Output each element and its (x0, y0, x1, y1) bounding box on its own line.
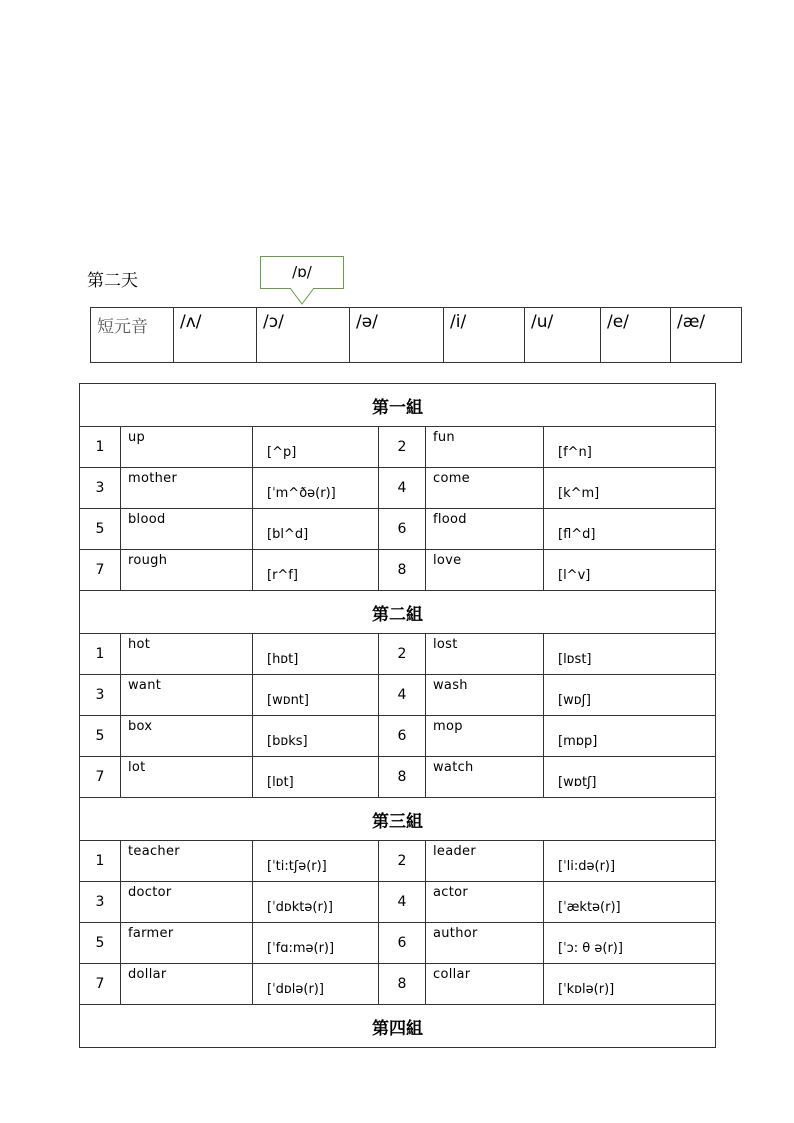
callout-arrow-icon (288, 288, 316, 306)
item-number: 3 (80, 468, 121, 509)
word-cell: lost (426, 634, 544, 675)
group-title: 第四組 (80, 1005, 716, 1048)
word-cell: blood (121, 509, 253, 550)
phonetic-cell: [ˈdᴅktə(r)] (253, 882, 379, 923)
item-number: 4 (379, 468, 426, 509)
word-cell: dollar (121, 964, 253, 1005)
group-header-row (80, 384, 716, 427)
item-number: 7 (80, 964, 121, 1005)
phonetic-cell: [k^m] (544, 468, 716, 509)
word-cell: want (121, 675, 253, 716)
phonetic-cell: [mɒp] (544, 716, 716, 757)
phonetic-cell: [lᴅt] (253, 757, 379, 798)
word-cell: rough (121, 550, 253, 591)
phonetic-cell: [r^f] (253, 550, 379, 591)
group-title: 第三組 (80, 798, 716, 841)
short-vowel-table (90, 307, 742, 363)
phonetic-cell: [lᴅst] (544, 634, 716, 675)
phonetic-cell: [bl^d] (253, 509, 379, 550)
vowel-cell: /u/ (525, 308, 601, 363)
phonetic-cell: [wᴅnt] (253, 675, 379, 716)
word-cell: doctor (121, 882, 253, 923)
item-number: 6 (379, 716, 426, 757)
vowel-cell: /ɔ/ (257, 308, 350, 363)
table-row (80, 675, 716, 716)
table-row (80, 757, 716, 798)
callout-box: /ɒ/ (260, 256, 344, 289)
group-header-row (80, 798, 716, 841)
phonetic-cell: [ˈɔ: θ ə(r)] (544, 923, 716, 964)
table-row (80, 716, 716, 757)
phonetic-cell: [ˈli:də(r)] (544, 841, 716, 882)
phonetic-cell: [hᴅt] (253, 634, 379, 675)
word-cell: mother (121, 468, 253, 509)
vowel-cell: /ʌ/ (174, 308, 257, 363)
word-cell: author (426, 923, 544, 964)
word-cell: watch (426, 757, 544, 798)
word-cell: teacher (121, 841, 253, 882)
short-vowel-label: 短元音 (91, 308, 174, 363)
vowel-cell: /i/ (444, 308, 525, 363)
word-cell: leader (426, 841, 544, 882)
table-row (80, 634, 716, 675)
group-title: 第二組 (80, 591, 716, 634)
item-number: 6 (379, 509, 426, 550)
item-number: 8 (379, 964, 426, 1005)
table-row (80, 468, 716, 509)
table-row (80, 841, 716, 882)
day-title: 第二天 (87, 271, 138, 291)
phonetic-cell: [ˈkᴅlə(r)] (544, 964, 716, 1005)
item-number: 8 (379, 757, 426, 798)
word-cell: box (121, 716, 253, 757)
vowel-cell: /ə/ (350, 308, 444, 363)
word-cell: actor (426, 882, 544, 923)
table-row (80, 509, 716, 550)
word-cell: wash (426, 675, 544, 716)
word-cell: love (426, 550, 544, 591)
word-cell: farmer (121, 923, 253, 964)
item-number: 3 (80, 882, 121, 923)
item-number: 1 (80, 427, 121, 468)
item-number: 7 (80, 550, 121, 591)
table-row (80, 964, 716, 1005)
table-row (80, 923, 716, 964)
item-number: 5 (80, 716, 121, 757)
phonetic-cell: [wᴅʃ] (544, 675, 716, 716)
item-number: 3 (80, 675, 121, 716)
phonetic-cell: [ˈæktə(r)] (544, 882, 716, 923)
group-header-row (80, 591, 716, 634)
item-number: 6 (379, 923, 426, 964)
word-cell: lot (121, 757, 253, 798)
vowel-cell: /æ/ (671, 308, 742, 363)
phonetic-cell: [ˈm^ðə(r)] (253, 468, 379, 509)
phonetic-cell: [l^v] (544, 550, 716, 591)
phonetic-cell: [wɒtʃ] (544, 757, 716, 798)
item-number: 5 (80, 509, 121, 550)
word-cell: mop (426, 716, 544, 757)
word-cell: collar (426, 964, 544, 1005)
phonetic-cell: [fl^d] (544, 509, 716, 550)
phonetic-cell: [ˈdᴅlə(r)] (253, 964, 379, 1005)
phonetic-cell: [ˈti:tʃə(r)] (253, 841, 379, 882)
item-number: 2 (379, 841, 426, 882)
word-cell: up (121, 427, 253, 468)
word-cell: hot (121, 634, 253, 675)
table-row (80, 427, 716, 468)
group-title: 第一組 (80, 384, 716, 427)
word-cell: fun (426, 427, 544, 468)
table-row (80, 882, 716, 923)
phonetic-cell: [^p] (253, 427, 379, 468)
word-list-table (79, 383, 716, 1048)
table-row (80, 550, 716, 591)
item-number: 5 (80, 923, 121, 964)
phonetic-cell: [ˈfɑ:mə(r)] (253, 923, 379, 964)
word-cell: flood (426, 509, 544, 550)
phonetic-cell: [bᴅks] (253, 716, 379, 757)
item-number: 1 (80, 841, 121, 882)
item-number: 4 (379, 675, 426, 716)
item-number: 8 (379, 550, 426, 591)
item-number: 2 (379, 427, 426, 468)
group-header-row (80, 1005, 716, 1048)
item-number: 7 (80, 757, 121, 798)
item-number: 2 (379, 634, 426, 675)
phonetic-cell: [f^n] (544, 427, 716, 468)
item-number: 1 (80, 634, 121, 675)
item-number: 4 (379, 882, 426, 923)
word-cell: come (426, 468, 544, 509)
vowel-cell: /e/ (601, 308, 671, 363)
